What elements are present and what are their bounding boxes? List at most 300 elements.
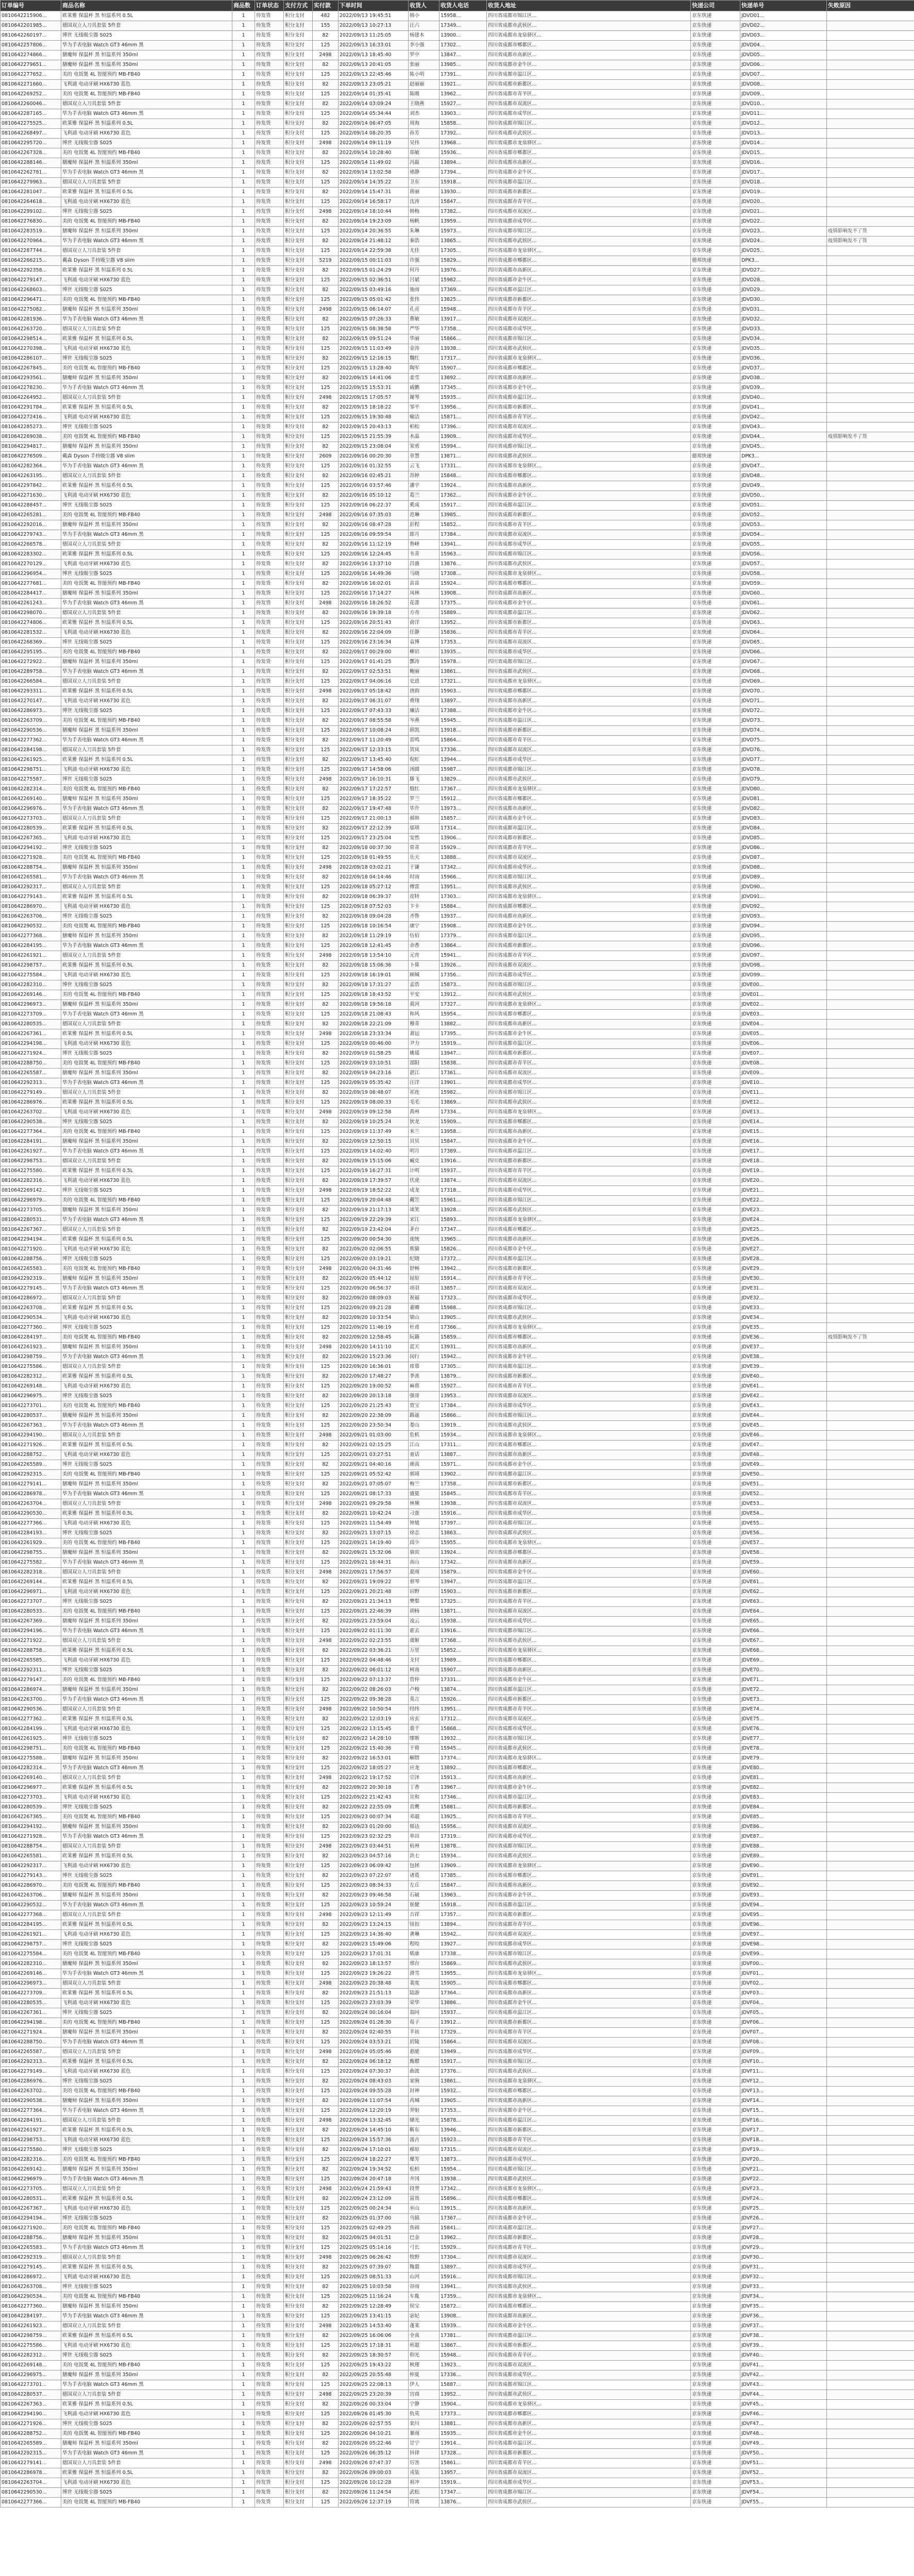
- courier-cell[interactable]: 京东快递: [691, 579, 740, 589]
- order-id-cell[interactable]: 0810642293561...: [1, 374, 61, 383]
- amount-paid-cell[interactable]: 125: [313, 569, 338, 579]
- order-status-cell[interactable]: 待发货: [255, 2498, 284, 2507]
- failure-reason-cell[interactable]: [827, 1382, 914, 1392]
- recipient-phone-cell[interactable]: 13916...: [439, 1157, 487, 1166]
- amount-paid-cell[interactable]: 2498: [313, 2116, 338, 2126]
- recipient-address-cell[interactable]: 四川省成都市郫都区...: [487, 1764, 691, 1773]
- failure-reason-cell[interactable]: [827, 501, 914, 511]
- product-name-cell[interactable]: 博世 无线吸尘器 S025: [61, 1734, 232, 1744]
- amount-paid-cell[interactable]: 125: [313, 2136, 338, 2145]
- table-row[interactable]: [1, 834, 914, 843]
- product-name-cell[interactable]: 美的 电饭煲 4L 智能预约 MB-FB40: [61, 70, 232, 80]
- tracking-number-cell[interactable]: JDVE54...: [740, 1509, 827, 1519]
- order-id-cell[interactable]: 0810642292317...: [1, 1861, 61, 1871]
- courier-cell[interactable]: 京东快递: [691, 99, 740, 109]
- payment-method-cell[interactable]: 积分支付: [284, 2243, 313, 2253]
- recipient-cell[interactable]: 武松: [409, 2488, 439, 2498]
- tracking-number-cell[interactable]: JDVD47...: [740, 462, 827, 471]
- quantity-cell[interactable]: 1: [232, 1255, 255, 1264]
- order-status-cell[interactable]: 待发货: [255, 1558, 284, 1568]
- table-row[interactable]: [1, 1157, 914, 1166]
- product-name-cell[interactable]: 博世 无线吸尘器 S025: [61, 139, 232, 148]
- recipient-phone-cell[interactable]: 17357...: [439, 1910, 487, 1920]
- amount-paid-cell[interactable]: 2498: [313, 687, 338, 697]
- quantity-cell[interactable]: 1: [232, 1852, 255, 1861]
- order-time-cell[interactable]: 2022/09/20 22:38:09: [338, 1411, 409, 1421]
- tracking-number-cell[interactable]: JDVD94...: [740, 922, 827, 931]
- order-time-cell[interactable]: 2022/09/15 03:49:16: [338, 285, 409, 295]
- recipient-phone-cell[interactable]: 15852...: [439, 1646, 487, 1656]
- product-name-cell[interactable]: 膳魔师 保温杯 黑 恒温系列 350ml: [61, 158, 232, 168]
- order-time-cell[interactable]: 2022/09/17 01:41:25: [338, 657, 409, 667]
- table-row[interactable]: [1, 657, 914, 667]
- quantity-cell[interactable]: 1: [232, 295, 255, 305]
- tracking-number-cell[interactable]: JDVD49...: [740, 481, 827, 491]
- order-status-cell[interactable]: 待发货: [255, 481, 284, 491]
- recipient-phone-cell[interactable]: 15982...: [439, 276, 487, 285]
- quantity-cell[interactable]: 1: [232, 1137, 255, 1147]
- recipient-address-cell[interactable]: 四川省成都市新都区...: [487, 1695, 691, 1705]
- recipient-address-cell[interactable]: 四川省成都市龙泉驿区...: [487, 785, 691, 794]
- order-id-cell[interactable]: 0810642269144...: [1, 1578, 61, 1587]
- order-id-cell[interactable]: 0810642299102...: [1, 207, 61, 217]
- quantity-cell[interactable]: 1: [232, 432, 255, 442]
- tracking-number-cell[interactable]: JDVD16...: [740, 158, 827, 168]
- order-time-cell[interactable]: 2022/09/22 20:30:18: [338, 1783, 409, 1793]
- failure-reason-cell[interactable]: [827, 1597, 914, 1607]
- recipient-address-cell[interactable]: 四川省成都市武侯区...: [487, 452, 691, 462]
- amount-paid-cell[interactable]: 125: [313, 2292, 338, 2302]
- amount-paid-cell[interactable]: 82: [313, 785, 338, 794]
- payment-method-cell[interactable]: 积分支付: [284, 491, 313, 501]
- courier-cell[interactable]: 京东快递: [691, 2488, 740, 2498]
- tracking-number-cell[interactable]: JDVD23...: [740, 227, 827, 236]
- order-id-cell[interactable]: 0810642265581...: [1, 873, 61, 883]
- courier-cell[interactable]: 京东快递: [691, 1881, 740, 1891]
- recipient-phone-cell[interactable]: 13962...: [439, 90, 487, 99]
- recipient-cell[interactable]: 程咬: [409, 1940, 439, 1950]
- recipient-phone-cell[interactable]: 15847...: [439, 1137, 487, 1147]
- courier-cell[interactable]: 京东快递: [691, 403, 740, 413]
- recipient-cell[interactable]: 龚琳: [409, 1930, 439, 1940]
- courier-cell[interactable]: 德邦快递: [691, 452, 740, 462]
- table-row[interactable]: [1, 1000, 914, 1010]
- courier-cell[interactable]: 京东快递: [691, 657, 740, 667]
- courier-cell[interactable]: 京东快递: [691, 2233, 740, 2243]
- tracking-number-cell[interactable]: DPK3...: [740, 452, 827, 462]
- order-id-cell[interactable]: 0810642284199...: [1, 1724, 61, 1734]
- recipient-address-cell[interactable]: 四川省成都市武侯区...: [487, 2067, 691, 2077]
- courier-cell[interactable]: 京东快递: [691, 90, 740, 99]
- order-status-cell[interactable]: 待发货: [255, 2400, 284, 2410]
- quantity-cell[interactable]: 1: [232, 70, 255, 80]
- failure-reason-cell[interactable]: [827, 1538, 914, 1548]
- quantity-cell[interactable]: 1: [232, 2302, 255, 2312]
- courier-cell[interactable]: 京东快递: [691, 393, 740, 403]
- table-row[interactable]: [1, 824, 914, 834]
- recipient-phone-cell[interactable]: 15935...: [439, 393, 487, 403]
- recipient-cell[interactable]: 虞姬: [409, 1636, 439, 1646]
- recipient-address-cell[interactable]: 四川省成都市锦江区...: [487, 1088, 691, 1098]
- order-status-cell[interactable]: 待发货: [255, 706, 284, 716]
- order-id-cell[interactable]: 0810642291784...: [1, 403, 61, 413]
- product-name-cell[interactable]: 德国双立人刀具套装 5件套: [61, 1020, 232, 1029]
- tracking-number-cell[interactable]: JDVD31...: [740, 305, 827, 315]
- order-id-cell[interactable]: 0810642261921...: [1, 1930, 61, 1940]
- recipient-address-cell[interactable]: 四川省成都市温江区...: [487, 1255, 691, 1264]
- order-id-cell[interactable]: 0810642298759...: [1, 1352, 61, 1362]
- order-status-cell[interactable]: 待发货: [255, 1568, 284, 1578]
- order-status-cell[interactable]: 待发货: [255, 961, 284, 971]
- table-row[interactable]: [1, 1127, 914, 1137]
- recipient-address-cell[interactable]: 四川省成都市锦江区...: [487, 550, 691, 560]
- payment-method-cell[interactable]: 积分支付: [284, 1940, 313, 1950]
- order-status-cell[interactable]: 待发货: [255, 158, 284, 168]
- recipient-phone-cell[interactable]: 15954...: [439, 1010, 487, 1020]
- order-id-cell[interactable]: 0810642292315...: [1, 1470, 61, 1480]
- order-id-cell[interactable]: 0810642284417...: [1, 589, 61, 599]
- order-status-cell[interactable]: 待发货: [255, 765, 284, 775]
- recipient-cell[interactable]: 余香: [409, 941, 439, 951]
- recipient-address-cell[interactable]: 四川省成都市青羊区...: [487, 1382, 691, 1392]
- order-time-cell[interactable]: 2022/09/15 19:30:48: [338, 413, 409, 422]
- order-time-cell[interactable]: 2022/09/14 16:58:17: [338, 197, 409, 207]
- order-time-cell[interactable]: 2022/09/25 05:14:16: [338, 2243, 409, 2253]
- quantity-cell[interactable]: 1: [232, 755, 255, 765]
- amount-paid-cell[interactable]: 2498: [313, 2459, 338, 2468]
- order-id-cell[interactable]: 0810642264618...: [1, 197, 61, 207]
- courier-cell[interactable]: 京东快递: [691, 1225, 740, 1235]
- order-time-cell[interactable]: 2022/09/20 17:48:27: [338, 1372, 409, 1382]
- order-status-cell[interactable]: 待发货: [255, 1950, 284, 1959]
- order-id-cell[interactable]: 0810642286972...: [1, 1294, 61, 1303]
- order-id-cell[interactable]: 0810642282316...: [1, 2155, 61, 2165]
- payment-method-cell[interactable]: 积分支付: [284, 980, 313, 990]
- recipient-phone-cell[interactable]: 17315...: [439, 2145, 487, 2155]
- order-status-cell[interactable]: 待发货: [255, 1206, 284, 1215]
- tracking-number-cell[interactable]: JDVE60...: [740, 1568, 827, 1578]
- tracking-number-cell[interactable]: JDVD08...: [740, 80, 827, 90]
- table-row[interactable]: [1, 1538, 914, 1548]
- table-row[interactable]: [1, 873, 914, 883]
- order-id-cell[interactable]: 0810642271928...: [1, 1832, 61, 1842]
- quantity-cell[interactable]: 1: [232, 1773, 255, 1783]
- recipient-phone-cell[interactable]: 15942...: [439, 1352, 487, 1362]
- recipient-address-cell[interactable]: 四川省成都市龙泉驿区...: [487, 1861, 691, 1871]
- product-name-cell[interactable]: 德国双立人刀具套装 5件套: [61, 540, 232, 550]
- product-name-cell[interactable]: 华为手表电脑 Watch GT3 46mm 黑: [61, 236, 232, 246]
- recipient-phone-cell[interactable]: 17331...: [439, 462, 487, 471]
- recipient-cell[interactable]: 罗兰: [409, 794, 439, 804]
- order-time-cell[interactable]: 2022/09/18 01:49:55: [338, 853, 409, 863]
- recipient-phone-cell[interactable]: 15945...: [439, 1744, 487, 1754]
- failure-reason-cell[interactable]: [827, 2410, 914, 2419]
- order-time-cell[interactable]: 2022/09/22 02:23:55: [338, 1636, 409, 1646]
- payment-method-cell[interactable]: 积分支付: [284, 471, 313, 481]
- courier-cell[interactable]: 京东快递: [691, 2047, 740, 2057]
- failure-reason-cell[interactable]: [827, 1294, 914, 1303]
- recipient-address-cell[interactable]: 四川省成都市温江区...: [487, 393, 691, 403]
- amount-paid-cell[interactable]: 82: [313, 1646, 338, 1656]
- recipient-phone-cell[interactable]: 15919...: [439, 2478, 487, 2488]
- table-row[interactable]: [1, 2145, 914, 2155]
- failure-reason-cell[interactable]: [827, 2194, 914, 2204]
- recipient-cell[interactable]: 祁连: [409, 1088, 439, 1098]
- courier-cell[interactable]: 京东快递: [691, 1656, 740, 1666]
- courier-cell[interactable]: 京东快递: [691, 1910, 740, 1920]
- recipient-cell[interactable]: 罗中: [409, 50, 439, 60]
- failure-reason-cell[interactable]: [827, 1108, 914, 1117]
- recipient-phone-cell[interactable]: 13905...: [439, 1313, 487, 1323]
- recipient-phone-cell[interactable]: 15908...: [439, 922, 487, 931]
- courier-cell[interactable]: 京东快递: [691, 1098, 740, 1108]
- order-id-cell[interactable]: 0810642261923...: [1, 2321, 61, 2331]
- payment-method-cell[interactable]: 积分支付: [284, 2155, 313, 2165]
- recipient-address-cell[interactable]: 四川省成都市青羊区...: [487, 951, 691, 961]
- payment-method-cell[interactable]: 积分支付: [284, 560, 313, 569]
- failure-reason-cell[interactable]: [827, 1548, 914, 1558]
- recipient-cell[interactable]: 宓妃: [409, 2312, 439, 2321]
- order-status-cell[interactable]: 待发货: [255, 804, 284, 814]
- recipient-cell[interactable]: 家驹: [409, 2077, 439, 2087]
- product-name-cell[interactable]: 美的 电饭煲 4L 智能预约 MB-FB40: [61, 1881, 232, 1891]
- quantity-cell[interactable]: 1: [232, 1117, 255, 1127]
- amount-paid-cell[interactable]: 82: [313, 1088, 338, 1098]
- order-status-cell[interactable]: 待发货: [255, 1715, 284, 1724]
- recipient-cell[interactable]: 乐天: [409, 853, 439, 863]
- order-id-cell[interactable]: 0810642294198...: [1, 1039, 61, 1049]
- order-id-cell[interactable]: 0810642267367...: [1, 1225, 61, 1235]
- product-name-cell[interactable]: 博世 无线吸尘器 S025: [61, 1597, 232, 1607]
- courier-cell[interactable]: 京东快递: [691, 1891, 740, 1901]
- order-id-cell[interactable]: 0810642288756...: [1, 1255, 61, 1264]
- table-row[interactable]: [1, 1969, 914, 1979]
- courier-cell[interactable]: 京东快递: [691, 2263, 740, 2273]
- table-row[interactable]: [1, 1343, 914, 1352]
- payment-method-cell[interactable]: 积分支付: [284, 1264, 313, 1274]
- table-row[interactable]: [1, 843, 914, 853]
- order-time-cell[interactable]: 2022/09/16 06:22:37: [338, 501, 409, 511]
- recipient-cell[interactable]: 崔健: [409, 1901, 439, 1910]
- recipient-address-cell[interactable]: 四川省成都市成华区...: [487, 755, 691, 765]
- order-id-cell[interactable]: 0810642279145...: [1, 2263, 61, 2273]
- order-status-cell[interactable]: 待发货: [255, 2194, 284, 2204]
- recipient-phone-cell[interactable]: 15937...: [439, 2008, 487, 2018]
- failure-reason-cell[interactable]: [827, 413, 914, 422]
- recipient-cell[interactable]: 谢琴: [409, 393, 439, 403]
- recipient-cell[interactable]: 刘杰: [409, 109, 439, 119]
- tracking-number-cell[interactable]: JDVE31...: [740, 1284, 827, 1294]
- order-time-cell[interactable]: 2022/09/14 06:47:05: [338, 119, 409, 129]
- payment-method-cell[interactable]: 积分支付: [284, 2488, 313, 2498]
- failure-reason-cell[interactable]: [827, 2204, 914, 2214]
- amount-paid-cell[interactable]: 125: [313, 922, 338, 931]
- product-name-cell[interactable]: 飞利浦 电动牙刷 HX6730 蓝色: [61, 2341, 232, 2351]
- amount-paid-cell[interactable]: 82: [313, 1460, 338, 1470]
- order-id-cell[interactable]: 0810642296973...: [1, 1000, 61, 1010]
- recipient-address-cell[interactable]: 四川省成都市龙泉驿区...: [487, 1323, 691, 1333]
- order-time-cell[interactable]: 2022/09/17 16:10:31: [338, 775, 409, 785]
- failure-reason-cell[interactable]: [827, 1715, 914, 1724]
- failure-reason-cell[interactable]: [827, 60, 914, 70]
- order-id-cell[interactable]: 0810642296975...: [1, 2370, 61, 2380]
- product-name-cell[interactable]: 华为手表电脑 Watch GT3 46mm 黑: [61, 2038, 232, 2047]
- quantity-cell[interactable]: 1: [232, 706, 255, 716]
- table-row[interactable]: [1, 2136, 914, 2145]
- recipient-address-cell[interactable]: 四川省成都市成华区...: [487, 2047, 691, 2057]
- courier-cell[interactable]: 京东快递: [691, 716, 740, 726]
- recipient-cell[interactable]: 韩小: [409, 11, 439, 21]
- product-name-cell[interactable]: 美的 电饭煲 4L 智能预约 MB-FB40: [61, 432, 232, 442]
- recipient-phone-cell[interactable]: 13879...: [439, 1372, 487, 1382]
- recipient-cell[interactable]: 柯南: [409, 1666, 439, 1675]
- recipient-phone-cell[interactable]: 15852...: [439, 520, 487, 530]
- payment-method-cell[interactable]: 积分支付: [284, 1372, 313, 1382]
- order-status-cell[interactable]: 待发货: [255, 2224, 284, 2233]
- recipient-address-cell[interactable]: 四川省成都市郫都区...: [487, 1656, 691, 1666]
- payment-method-cell[interactable]: 积分支付: [284, 1695, 313, 1705]
- order-time-cell[interactable]: 2022/09/18 16:19:01: [338, 971, 409, 980]
- order-id-cell[interactable]: 0810642272922...: [1, 657, 61, 667]
- payment-method-cell[interactable]: 积分支付: [284, 481, 313, 491]
- order-status-cell[interactable]: 待发货: [255, 1695, 284, 1705]
- order-time-cell[interactable]: 2022/09/15 15:53:31: [338, 383, 409, 393]
- order-status-cell[interactable]: 待发货: [255, 697, 284, 706]
- product-name-cell[interactable]: 膳魔师 保温杯 黑 恒温系列 350ml: [61, 2302, 232, 2312]
- courier-cell[interactable]: 京东快递: [691, 1568, 740, 1578]
- order-status-cell[interactable]: 待发货: [255, 530, 284, 540]
- recipient-address-cell[interactable]: 四川省成都市龙泉驿区...: [487, 1108, 691, 1117]
- quantity-cell[interactable]: 1: [232, 422, 255, 432]
- amount-paid-cell[interactable]: 125: [313, 1519, 338, 1529]
- recipient-cell[interactable]: 成龙: [409, 1186, 439, 1196]
- recipient-address-cell[interactable]: 四川省成都市金牛区...: [487, 1137, 691, 1147]
- failure-reason-cell[interactable]: [827, 11, 914, 21]
- table-row[interactable]: [1, 814, 914, 824]
- table-row[interactable]: [1, 1617, 914, 1626]
- quantity-cell[interactable]: 1: [232, 716, 255, 726]
- recipient-phone-cell[interactable]: 15973...: [439, 227, 487, 236]
- payment-method-cell[interactable]: 积分支付: [284, 119, 313, 129]
- product-name-cell[interactable]: 飞利浦 电动牙刷 HX6730 蓝色: [61, 1382, 232, 1392]
- order-time-cell[interactable]: 2022/09/22 09:38:28: [338, 1695, 409, 1705]
- quantity-cell[interactable]: 1: [232, 961, 255, 971]
- product-name-cell[interactable]: 德国双立人刀具套装 5件套: [61, 1910, 232, 1920]
- amount-paid-cell[interactable]: 125: [313, 227, 338, 236]
- product-name-cell[interactable]: 美的 电饭煲 4L 智能预约 MB-FB40: [61, 364, 232, 374]
- tracking-number-cell[interactable]: JDVE56...: [740, 1529, 827, 1538]
- table-row[interactable]: [1, 618, 914, 628]
- recipient-phone-cell[interactable]: 17366...: [439, 1323, 487, 1333]
- recipient-address-cell[interactable]: 四川省成都市龙泉驿区...: [487, 569, 691, 579]
- product-name-cell[interactable]: 华为手表电脑 Watch GT3 46mm 黑: [61, 1901, 232, 1910]
- tracking-number-cell[interactable]: JDVE45...: [740, 1421, 827, 1431]
- amount-paid-cell[interactable]: 2498: [313, 863, 338, 873]
- amount-paid-cell[interactable]: 2498: [313, 2047, 338, 2057]
- order-status-cell[interactable]: 待发货: [255, 687, 284, 697]
- order-status-cell[interactable]: 待发货: [255, 873, 284, 883]
- amount-paid-cell[interactable]: 125: [313, 1303, 338, 1313]
- table-row[interactable]: [1, 736, 914, 745]
- product-name-cell[interactable]: 欧莱雅 保温杯 黑 恒温系列 0.5L: [61, 1440, 232, 1450]
- recipient-address-cell[interactable]: 四川省成都市双流区...: [487, 1499, 691, 1509]
- order-status-cell[interactable]: 待发货: [255, 814, 284, 824]
- quantity-cell[interactable]: 1: [232, 1881, 255, 1891]
- product-name-cell[interactable]: 飞利浦 电动牙刷 HX6730 蓝色: [61, 413, 232, 422]
- quantity-cell[interactable]: 1: [232, 2243, 255, 2253]
- recipient-address-cell[interactable]: 四川省成都市高新区...: [487, 481, 691, 491]
- amount-paid-cell[interactable]: 82: [313, 667, 338, 677]
- courier-cell[interactable]: 京东快递: [691, 1294, 740, 1303]
- quantity-cell[interactable]: 1: [232, 2145, 255, 2155]
- product-name-cell[interactable]: 欧莱雅 保温杯 黑 恒温系列 0.5L: [61, 119, 232, 129]
- failure-reason-cell[interactable]: [827, 1157, 914, 1166]
- recipient-cell[interactable]: 滑雪: [409, 1969, 439, 1979]
- order-id-cell[interactable]: 0810642263708...: [1, 2282, 61, 2292]
- recipient-cell[interactable]: 鲍丽: [409, 667, 439, 677]
- order-id-cell[interactable]: 0810642261923...: [1, 1343, 61, 1352]
- recipient-phone-cell[interactable]: 15988...: [439, 1303, 487, 1313]
- order-id-cell[interactable]: 0810642298751...: [1, 765, 61, 775]
- quantity-cell[interactable]: 1: [232, 1245, 255, 1255]
- tracking-number-cell[interactable]: JDVE83...: [740, 1793, 827, 1803]
- tracking-number-cell[interactable]: JDVD05...: [740, 50, 827, 60]
- recipient-phone-cell[interactable]: 13888...: [439, 853, 487, 863]
- recipient-cell[interactable]: 全真: [409, 2331, 439, 2341]
- payment-method-cell[interactable]: 积分支付: [284, 2273, 313, 2282]
- tracking-number-cell[interactable]: JDVE88...: [740, 1842, 827, 1852]
- amount-paid-cell[interactable]: 125: [313, 1255, 338, 1264]
- order-time-cell[interactable]: 2022/09/16 07:35:03: [338, 511, 409, 520]
- failure-reason-cell[interactable]: [827, 1078, 914, 1088]
- order-id-cell[interactable]: 0810642265589...: [1, 1460, 61, 1470]
- amount-paid-cell[interactable]: 2498: [313, 775, 338, 785]
- order-id-cell[interactable]: 0810642264952...: [1, 393, 61, 403]
- quantity-cell[interactable]: 1: [232, 119, 255, 129]
- quantity-cell[interactable]: 1: [232, 736, 255, 745]
- order-id-cell[interactable]: 0810642277366...: [1, 1519, 61, 1529]
- amount-paid-cell[interactable]: 2498: [313, 1979, 338, 1989]
- table-row[interactable]: [1, 1088, 914, 1098]
- product-name-cell[interactable]: 飞利浦 电动牙刷 HX6730 蓝色: [61, 1656, 232, 1666]
- failure-reason-cell[interactable]: [827, 256, 914, 266]
- courier-cell[interactable]: 京东快递: [691, 873, 740, 883]
- product-name-cell[interactable]: 膳魔师 保温杯 黑 恒温系列 350ml: [61, 1274, 232, 1284]
- amount-paid-cell[interactable]: 125: [313, 1235, 338, 1245]
- order-id-cell[interactable]: 0810642280539...: [1, 1803, 61, 1812]
- tracking-number-cell[interactable]: JDVE32...: [740, 1294, 827, 1303]
- failure-reason-cell[interactable]: [827, 1861, 914, 1871]
- failure-reason-cell[interactable]: [827, 569, 914, 579]
- quantity-cell[interactable]: 1: [232, 2410, 255, 2419]
- order-id-cell[interactable]: 0810642270129...: [1, 560, 61, 569]
- failure-reason-cell[interactable]: [827, 579, 914, 589]
- recipient-phone-cell[interactable]: 17396...: [439, 422, 487, 432]
- recipient-cell[interactable]: 蓝天: [409, 1343, 439, 1352]
- quantity-cell[interactable]: 1: [232, 648, 255, 657]
- order-id-cell[interactable]: 0810642261927...: [1, 1147, 61, 1157]
- payment-method-cell[interactable]: 积分支付: [284, 2498, 313, 2507]
- recipient-cell[interactable]: 邓超: [409, 1812, 439, 1822]
- order-status-cell[interactable]: 待发货: [255, 1313, 284, 1323]
- order-status-cell[interactable]: 待发货: [255, 217, 284, 227]
- quantity-cell[interactable]: 1: [232, 129, 255, 139]
- recipient-phone-cell[interactable]: 13957...: [439, 2468, 487, 2478]
- quantity-cell[interactable]: 1: [232, 1587, 255, 1597]
- courier-cell[interactable]: 京东快递: [691, 1548, 740, 1558]
- recipient-cell[interactable]: 顾城: [409, 971, 439, 980]
- recipient-address-cell[interactable]: 四川省成都市青羊区...: [487, 2243, 691, 2253]
